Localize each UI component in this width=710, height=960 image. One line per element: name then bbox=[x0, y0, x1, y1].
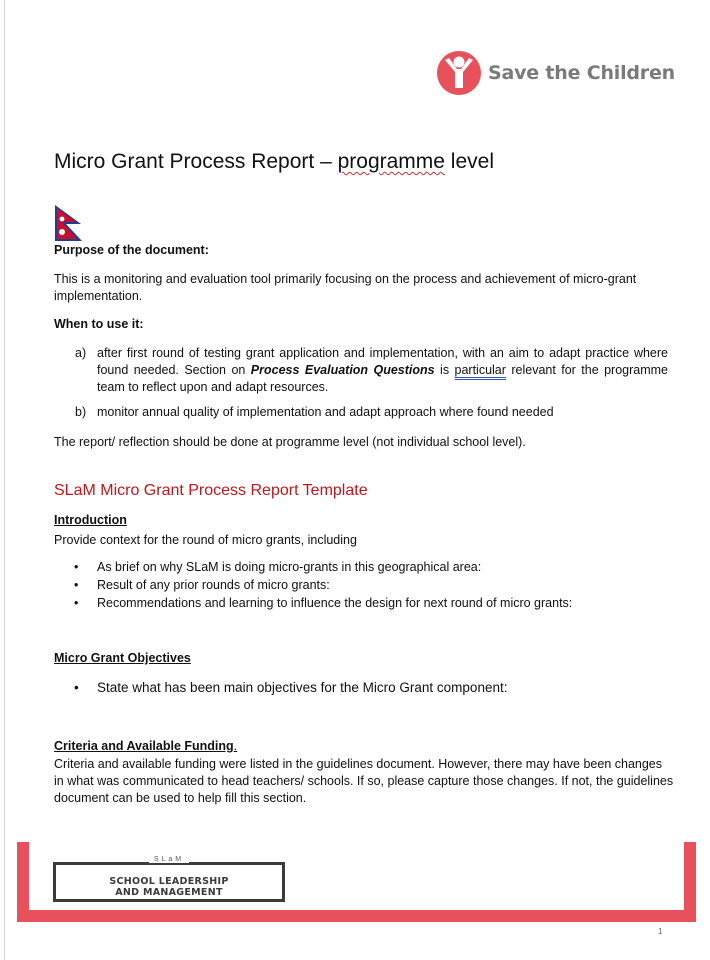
list-item bbox=[54, 558, 572, 576]
list-item-text bbox=[97, 345, 668, 396]
save-the-children-logo bbox=[436, 50, 675, 96]
title-prefix: Micro Grant Process Report – bbox=[54, 150, 338, 173]
slam-line-1: SCHOOL LEADERSHIP bbox=[109, 876, 229, 887]
document-title bbox=[54, 150, 494, 174]
list-item bbox=[54, 679, 507, 697]
introduction-bullets bbox=[54, 558, 572, 612]
when-heading: When to use it: bbox=[54, 317, 144, 331]
bullet-icon: • bbox=[74, 596, 79, 610]
purpose-heading: Purpose of the document: bbox=[54, 243, 209, 257]
slam-logo-text bbox=[53, 876, 285, 898]
template-title: SLaM Micro Grant Process Report Template bbox=[54, 482, 368, 499]
slam-line-2: AND MANAGEMENT bbox=[115, 887, 223, 898]
title-misspelled-word: programme bbox=[337, 150, 445, 173]
list-text-part: is bbox=[434, 363, 455, 377]
bullet-icon: • bbox=[74, 680, 79, 695]
list-item-text: monitor annual quality of implementation and adapt approach where found needed bbox=[97, 405, 554, 419]
introduction-text: Provide context for the round of micro grants, including bbox=[54, 533, 357, 547]
list-text-part: after first round of testing grant application and implementation, with an aim to adapt practice where found needed. Section on bbox=[97, 346, 668, 377]
objectives-heading: Micro Grant Objectives bbox=[54, 651, 191, 665]
bullet-text: Result of any prior rounds of micro grants: bbox=[97, 578, 330, 592]
nepal-flag-icon bbox=[54, 204, 84, 242]
criteria-text: Criteria and available funding were listed in the guidelines document. However, there may have been changes in what was communicated to head teachers/ schools. If so, please capture those changes. If not, the guidelines document can be used to help fill this section. bbox=[54, 757, 674, 805]
bullet-text: Recommendations and learning to influence the design for next round of micro grants: bbox=[97, 596, 573, 610]
list-item bbox=[54, 345, 668, 396]
bullet-text: State what has been main objectives for the Micro Grant component: bbox=[97, 680, 508, 695]
purpose-text: This is a monitoring and evaluation tool primarily focusing on the process and achievement of micro-grant implementation. bbox=[54, 272, 637, 303]
criteria-heading-suffix: . bbox=[233, 739, 238, 753]
title-suffix: level bbox=[444, 150, 494, 173]
save-the-children-logo-icon bbox=[436, 50, 482, 96]
list-item bbox=[54, 576, 572, 594]
criteria-heading-text: Criteria and Available Funding bbox=[54, 739, 234, 753]
list-marker: a) bbox=[75, 346, 87, 360]
logo-text: Save the Children bbox=[488, 62, 675, 84]
usage-list bbox=[54, 345, 668, 429]
page-edge-line bbox=[4, 0, 5, 960]
list-marker: b) bbox=[75, 405, 87, 419]
process-evaluation-emphasis: Process Evaluation Questions bbox=[250, 363, 435, 377]
objectives-bullets bbox=[54, 679, 507, 697]
slam-logo-small bbox=[53, 856, 285, 863]
list-item bbox=[54, 594, 572, 612]
criteria-heading bbox=[54, 739, 237, 753]
grammar-flagged-word: particular bbox=[454, 363, 506, 377]
list-text-part: relevant for the programme team to reflect upon and adapt resources. bbox=[97, 363, 668, 394]
page-number: 1 bbox=[658, 927, 663, 936]
bullet-text: As brief on why SLaM is doing micro-grants in this geographical area: bbox=[97, 560, 482, 574]
bullet-icon: • bbox=[74, 560, 79, 574]
bullet-icon: • bbox=[74, 578, 79, 592]
level-note: The report/ reflection should be done at programme level (not individual school level). bbox=[54, 435, 526, 449]
introduction-heading: Introduction bbox=[54, 513, 127, 527]
slam-abbrev: SLaM bbox=[149, 856, 189, 863]
footer-frame-bottom bbox=[17, 910, 696, 922]
list-item bbox=[54, 404, 668, 421]
